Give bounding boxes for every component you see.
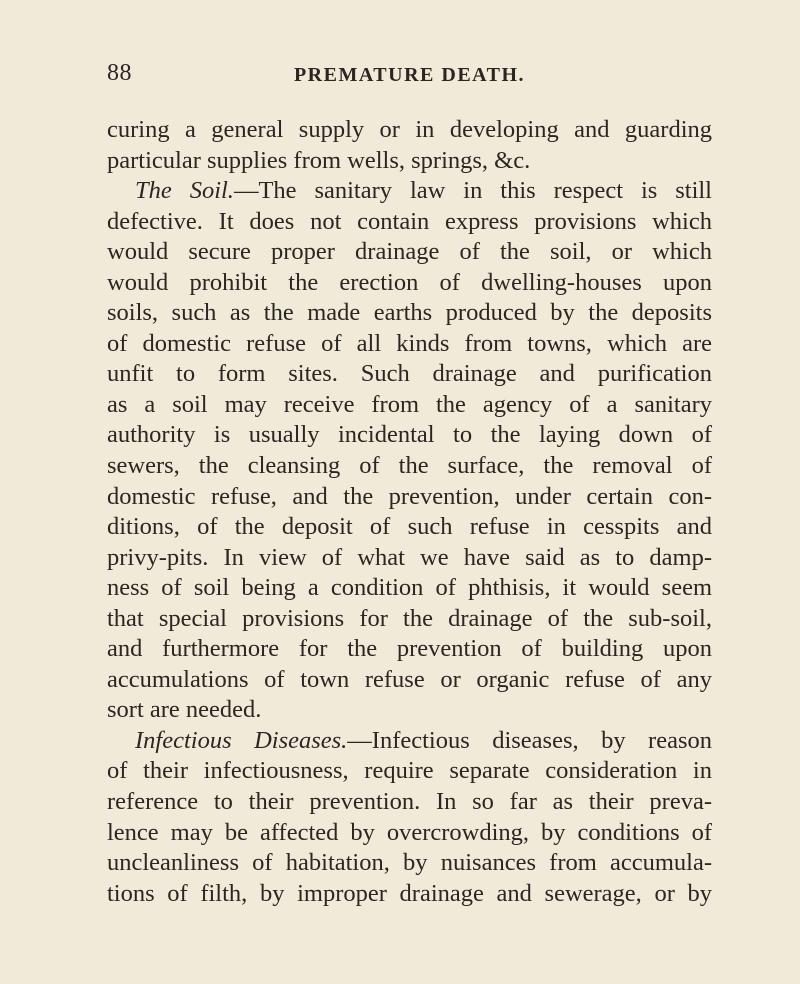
text-line: as a soil may receive from the agency of a sanitary [107, 390, 712, 418]
text-line: tions of filth, by improper drainage and sewerage, or by [107, 879, 712, 907]
section-heading-line [107, 726, 712, 757]
text-line: would prohibit the erection of dwelling-houses upon [107, 268, 712, 296]
section-heading-soil: The Soil. [135, 177, 234, 205]
text-line: lence may be affected by overcrowding, by conditions of [107, 818, 712, 846]
text-line: sewers, the cleansing of the surface, the removal of [107, 452, 712, 480]
text-line: ditions, of the deposit of such refuse in cesspits and [107, 513, 712, 541]
text-line: that special provisions for the drainage of the sub-soil, [107, 604, 712, 632]
text-line: of domestic refuse of all kinds from towns, which are [107, 329, 712, 357]
text-line-rest: —Infectious diseases, by reason [347, 726, 712, 754]
section-heading-line [107, 176, 712, 207]
page-number: 88 [107, 60, 132, 86]
text-line: reference to their prevention. In so far as their preva- [107, 788, 712, 816]
text-line: privy-pits. In view of what we have said as to damp- [107, 543, 712, 571]
body-text [107, 115, 712, 909]
text-line: soils, such as the made earths produced by the deposits [107, 299, 712, 327]
text-line: curing a general supply or in developing and guarding [107, 116, 712, 143]
text-line: authority is usually incidental to the laying down of [107, 421, 712, 449]
text-line: domestic refuse, and the prevention, under certain con- [107, 482, 712, 510]
text-line-rest: —The sanitary law in this respect is still [233, 177, 712, 205]
text-line: uncleanliness of habitation, by nuisances from accumula- [107, 849, 712, 877]
text-line: would secure proper drainage of the soil, or which [107, 238, 712, 266]
text-line: of their infectiousness, require separate consideration in [107, 757, 712, 785]
text-line: sort are needed. [107, 696, 262, 724]
text-line: ness of soil being a condition of phthisis, it would seem [107, 574, 712, 602]
text-line: and furthermore for the prevention of building upon [107, 635, 712, 663]
text-line: particular supplies from wells, springs, &c. [107, 146, 531, 174]
running-head: PREMATURE DEATH. [293, 64, 526, 86]
text-line: accumulations of town refuse or organic refuse of any [107, 665, 712, 693]
text-line: unfit to form sites. Such drainage and purification [107, 360, 712, 388]
section-heading-infectious-diseases: Infectious Diseases. [135, 726, 348, 754]
text-line: defective. It does not contain express provisions which [107, 207, 712, 235]
page-header [107, 60, 712, 96]
